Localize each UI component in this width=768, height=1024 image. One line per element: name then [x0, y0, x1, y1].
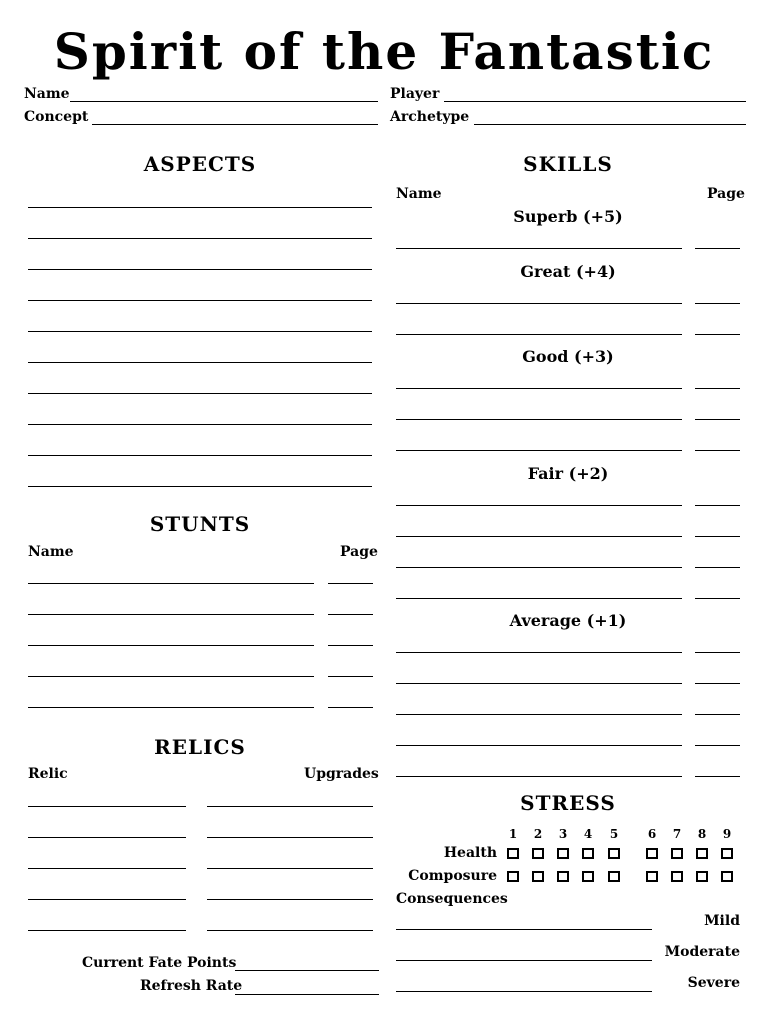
skill-page-line[interactable] [695, 567, 740, 568]
relic-upgrade-line[interactable] [207, 899, 373, 900]
stunt-page-line[interactable] [328, 707, 373, 708]
skill-page-line[interactable] [695, 598, 740, 599]
skill-name-line[interactable] [396, 776, 682, 777]
archetype-label: Archetype [390, 109, 470, 125]
aspect-line[interactable] [28, 331, 372, 332]
skill-page-line[interactable] [695, 776, 740, 777]
consequence-moderate-label: Moderate [664, 944, 740, 960]
composure-stress-box[interactable] [671, 871, 683, 882]
consequence-severe-label: Severe [687, 975, 740, 991]
composure-stress-box[interactable] [557, 871, 569, 882]
relic-upgrade-line[interactable] [207, 806, 373, 807]
relic-label: Relic [28, 766, 68, 782]
stress-number: 2 [533, 827, 543, 841]
stress-heading: STRESS [520, 791, 616, 815]
stunt-name-label: Name [28, 544, 74, 560]
concept-field[interactable] [92, 124, 378, 125]
refresh-rate-field[interactable] [235, 994, 379, 995]
health-stress-box[interactable] [507, 848, 519, 859]
relic-name-line[interactable] [28, 837, 186, 838]
consequences-label: Consequences [396, 891, 508, 907]
current-fate-points-label: Current Fate Points [82, 955, 237, 971]
relic-name-line[interactable] [28, 930, 186, 931]
aspect-line[interactable] [28, 455, 372, 456]
relic-name-line[interactable] [28, 899, 186, 900]
composure-stress-box[interactable] [721, 871, 733, 882]
aspect-line[interactable] [28, 424, 372, 425]
skill-page-line[interactable] [695, 714, 740, 715]
stress-number: 8 [697, 827, 707, 841]
name-label: Name [24, 86, 70, 102]
relic-name-line[interactable] [28, 806, 186, 807]
upgrades-label: Upgrades [304, 766, 379, 782]
skill-tier-label: Great (+4) [520, 262, 616, 281]
composure-stress-box[interactable] [696, 871, 708, 882]
skill-name-line[interactable] [396, 388, 682, 389]
skill-name-line[interactable] [396, 714, 682, 715]
skill-page-line[interactable] [695, 683, 740, 684]
aspect-line[interactable] [28, 207, 372, 208]
relics-heading: RELICS [154, 735, 246, 759]
relic-upgrade-line[interactable] [207, 837, 373, 838]
stress-number: 9 [722, 827, 732, 841]
relic-upgrade-line[interactable] [207, 930, 373, 931]
composure-stress-box[interactable] [507, 871, 519, 882]
health-stress-box[interactable] [608, 848, 620, 859]
stress-number: 1 [508, 827, 518, 841]
skill-name-line[interactable] [396, 536, 682, 537]
skill-page-line[interactable] [695, 536, 740, 537]
skill-name-label: Name [396, 186, 442, 202]
consequence-line[interactable] [396, 929, 652, 930]
health-stress-box[interactable] [646, 848, 658, 859]
skill-name-line[interactable] [396, 567, 682, 568]
current-fate-points-field[interactable] [235, 970, 379, 971]
consequence-mild-label: Mild [704, 913, 740, 929]
refresh-rate-label: Refresh Rate [140, 978, 243, 994]
skill-name-line[interactable] [396, 303, 682, 304]
skill-tier-label: Superb (+5) [513, 207, 623, 226]
consequence-line[interactable] [396, 991, 652, 992]
aspect-line[interactable] [28, 486, 372, 487]
name-field[interactable] [70, 101, 378, 102]
composure-stress-box[interactable] [646, 871, 658, 882]
aspect-line[interactable] [28, 362, 372, 363]
aspect-line[interactable] [28, 269, 372, 270]
consequence-line[interactable] [396, 960, 652, 961]
health-stress-box[interactable] [557, 848, 569, 859]
skill-name-line[interactable] [396, 419, 682, 420]
relic-upgrade-line[interactable] [207, 868, 373, 869]
player-field[interactable] [444, 101, 746, 102]
aspects-heading: ASPECTS [143, 152, 257, 176]
health-label: Health [443, 845, 497, 861]
skill-page-line[interactable] [695, 248, 740, 249]
player-label: Player [390, 86, 440, 102]
composure-stress-box[interactable] [582, 871, 594, 882]
stunt-name-line[interactable] [28, 676, 314, 677]
stunt-name-line[interactable] [28, 583, 314, 584]
skill-tier-label: Average (+1) [509, 611, 627, 630]
composure-label: Composure [408, 868, 497, 884]
skill-page-line[interactable] [695, 303, 740, 304]
stress-number: 4 [583, 827, 593, 841]
skill-page-line[interactable] [695, 334, 740, 335]
health-stress-box[interactable] [671, 848, 683, 859]
skill-tier-label: Fair (+2) [527, 464, 609, 483]
stunt-page-line[interactable] [328, 614, 373, 615]
stunt-page-line[interactable] [328, 583, 373, 584]
aspect-line[interactable] [28, 393, 372, 394]
aspect-line[interactable] [28, 300, 372, 301]
concept-label: Concept [24, 109, 89, 125]
skill-name-line[interactable] [396, 334, 682, 335]
composure-stress-box[interactable] [532, 871, 544, 882]
stunts-heading: STUNTS [149, 512, 251, 536]
stress-number: 3 [558, 827, 568, 841]
stress-number: 6 [647, 827, 657, 841]
skill-page-line[interactable] [695, 505, 740, 506]
stress-number: 5 [609, 827, 619, 841]
aspect-line[interactable] [28, 238, 372, 239]
skill-name-line[interactable] [396, 652, 682, 653]
stunt-name-line[interactable] [28, 707, 314, 708]
skill-page-line[interactable] [695, 388, 740, 389]
skill-name-line[interactable] [396, 248, 682, 249]
skill-name-line[interactable] [396, 598, 682, 599]
stunt-page-label: Page [340, 544, 378, 560]
relic-name-line[interactable] [28, 868, 186, 869]
stunt-page-line[interactable] [328, 645, 373, 646]
stunt-name-line[interactable] [28, 645, 314, 646]
skill-name-line[interactable] [396, 745, 682, 746]
sheet-title: Spirit of the Fantastic [53, 22, 715, 81]
skill-page-label: Page [707, 186, 745, 202]
skill-tier-label: Good (+3) [522, 347, 614, 366]
skill-name-line[interactable] [396, 683, 682, 684]
stress-number: 7 [672, 827, 682, 841]
skill-page-line[interactable] [695, 419, 740, 420]
skills-heading: SKILLS [523, 152, 613, 176]
skill-name-line[interactable] [396, 505, 682, 506]
composure-stress-box[interactable] [608, 871, 620, 882]
skill-page-line[interactable] [695, 450, 740, 451]
skill-page-line[interactable] [695, 745, 740, 746]
health-stress-box[interactable] [721, 848, 733, 859]
health-stress-box[interactable] [532, 848, 544, 859]
stunt-page-line[interactable] [328, 676, 373, 677]
skill-page-line[interactable] [695, 652, 740, 653]
stunt-name-line[interactable] [28, 614, 314, 615]
health-stress-box[interactable] [696, 848, 708, 859]
health-stress-box[interactable] [582, 848, 594, 859]
skill-name-line[interactable] [396, 450, 682, 451]
archetype-field[interactable] [474, 124, 746, 125]
